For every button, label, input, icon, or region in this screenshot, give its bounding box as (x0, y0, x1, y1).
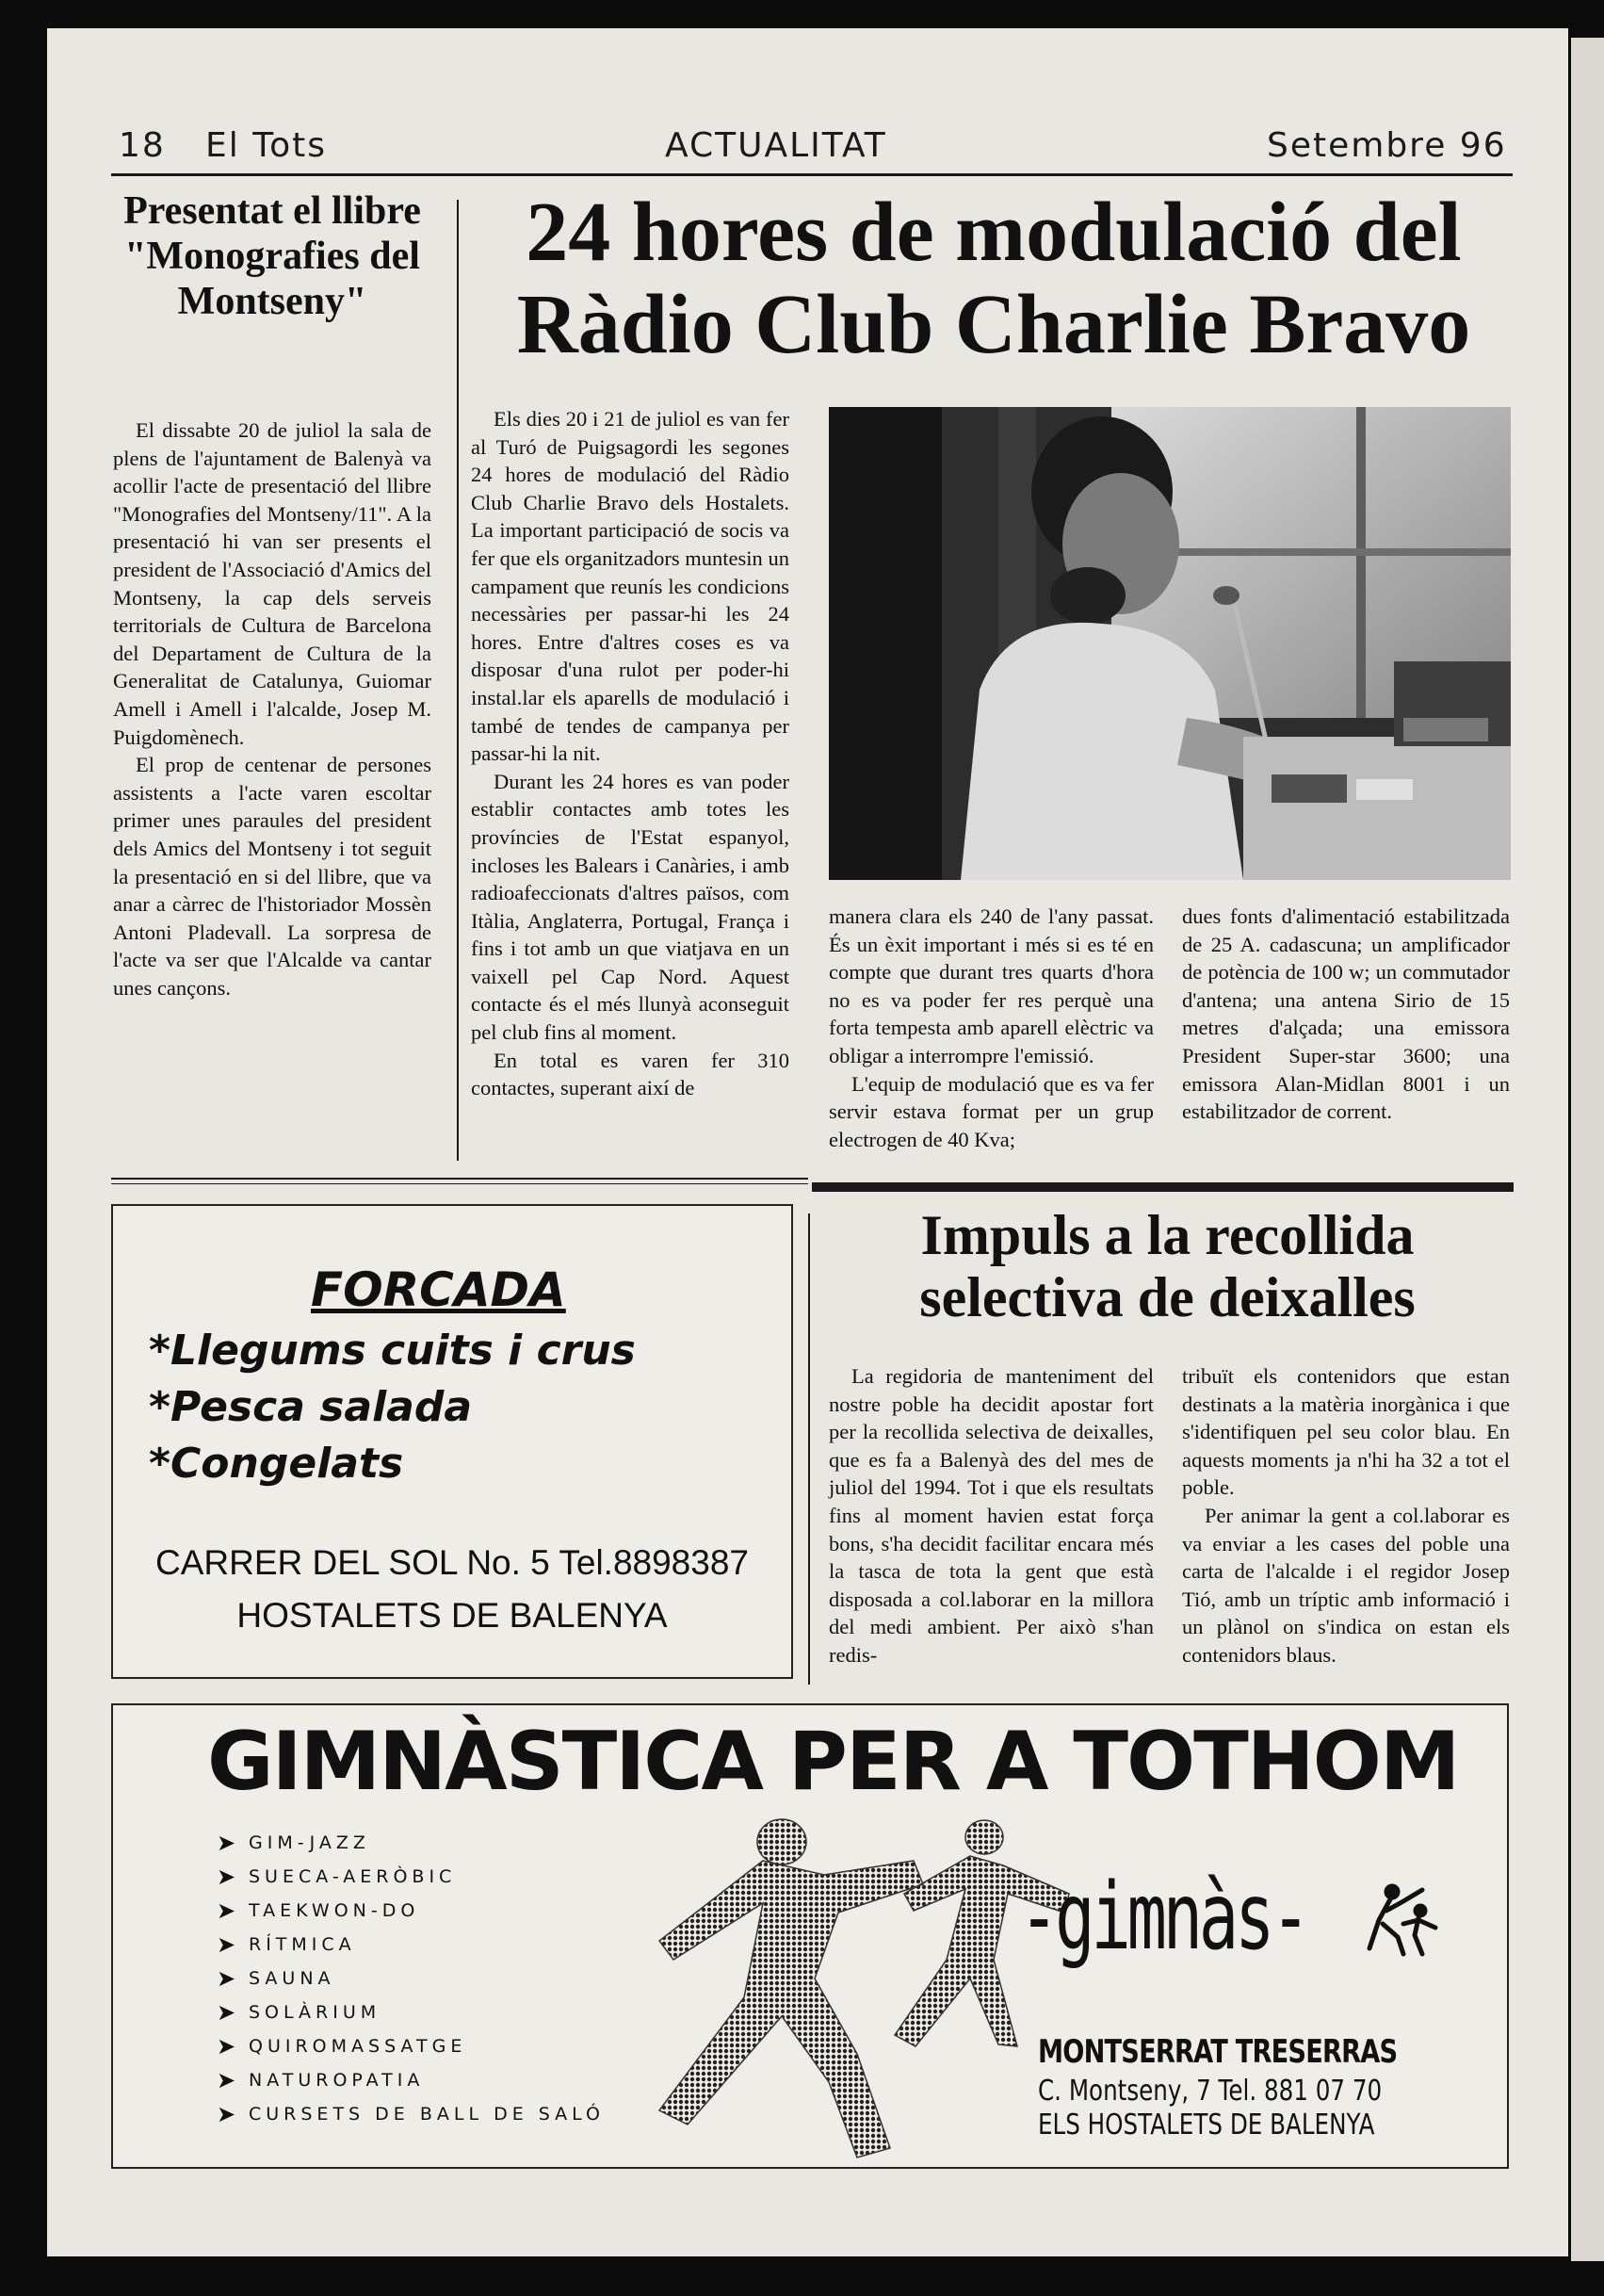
gym-service-label: TAEKWON-DO (249, 1900, 420, 1921)
gym-service (217, 2063, 605, 2097)
gym-address: C. Montseny, 7 Tel. 881 07 70 (1038, 2075, 1383, 2108)
header-rule (111, 173, 1513, 176)
arrow-icon: ➤ (217, 1897, 236, 1924)
gym-headline: GIMNÀSTICA PER A TOTHOM (207, 1715, 1459, 1809)
gym-service (217, 1928, 605, 1962)
arrow-icon: ➤ (217, 2101, 236, 2127)
gimnas-brand: -gimnàs- (1019, 1864, 1307, 1971)
gym-service-label: QUIROMASSATGE (249, 2036, 467, 2057)
gym-services-list (217, 1826, 605, 2131)
arrow-icon: ➤ (217, 2067, 236, 2093)
arrow-icon: ➤ (217, 1965, 236, 1992)
forcada-name: FORCADA (311, 1262, 566, 1317)
forcada-address: CARRER DEL SOL No. 5 Tel.8898387 (154, 1543, 749, 1582)
dancers-logo-icon (1366, 1882, 1441, 1958)
publication-name: El Tots (205, 126, 327, 165)
gym-service-label: RÍTMICA (249, 1934, 356, 1955)
main-article-paragraph: L'equip de modulació que es va fer servir estava format per un grup electrogen de 40 Kva; (829, 1071, 1154, 1151)
column-divider (808, 1213, 810, 1685)
gym-service (217, 2097, 605, 2131)
impuls-paragraph: Per animar la gent a col.laborar es va enviar a les cases del poble una carta de l'alcalde i el regidor Josep Tió, amb un tríptic amb informació i un plànol on s'indica on estan els contenidors blaus. (1182, 1503, 1510, 1667)
main-article-paragraph: Els dies 20 i 21 de juliol es van fer al Turó de Puigsagordi les segones 24 hores de modulació del Ràdio Club Charlie Bravo dels Hostalets. La important participació de socis va fer que els organitzadors muntesin un campament que reunís les condicions necessàries per passar-hi les 24 hores. Entre d'altres coses es va disposar d'una rulot per poder-hi instal.lar els aparells de modulació i també de tendes de campanya per passar-hi la nit. (471, 407, 789, 766)
impuls-column-2 (1182, 1362, 1510, 1669)
main-article-column-1 (471, 405, 789, 1102)
gym-service-label: NATUROPATIA (249, 2070, 425, 2091)
main-article-paragraph: dues fonts d'alimentació estabilitzada de 25 A. cadascuna; un amplificador de potència de 100 w; un commutador d'antena; una antena Sirio de 15 metres d'alçada; una emissora President Super-star 3600; una emissora Alan-Midlan 8001 i un estabilitzador de corrent. (1182, 904, 1510, 1124)
arrow-icon: ➤ (217, 1999, 236, 2026)
gym-service (217, 1860, 605, 1894)
forcada-ad (111, 1204, 793, 1679)
arrow-icon: ➤ (217, 2033, 236, 2060)
gym-service-label: SAUNA (249, 1968, 335, 1989)
main-article-paragraph: Durant les 24 hores es van poder establir contactes amb totes les províncies de l'Estat espanyol, incloses les Balears i Canàries, i amb radioafeccionats d'altres països, com Itàlia, Anglaterra, Portugal, França i fins i tot amb un que viatjava en un vaixell pel Cap Nord. Aquest contacte és el més llunyà aconseguit pel club fins al moment. (471, 769, 789, 1045)
next-page-edge (1571, 38, 1604, 2261)
gym-service (217, 1826, 605, 1860)
issue-date: Setembre 96 (1267, 126, 1507, 165)
left-article-body (113, 416, 431, 1001)
radio-operator-photo (829, 407, 1511, 880)
arrow-icon: ➤ (217, 1864, 236, 1890)
gym-service (217, 1962, 605, 1995)
main-article-paragraph: manera clara els 240 de l'any passat. És un èxit important i més si es té en compte que durant tres quarts d'hora no es va poder fer res perquè una forta tempesta amb aparell elèctric va obligar a interrompre l'emissió. (829, 904, 1154, 1067)
left-article-paragraph: El dissabte 20 de juliol la sala de plens de l'ajuntament de Balenyà va acollir l'acte de presentació del llibre "Monografies del Montseny/11". A la presentació hi van ser presents el president de l'Associació d'Amics del Montseny, la cap dels serveis territorials de Cultura de Barcelona del Departament de Cultura de la Generalitat de Catalunya, Guiomar Amell i Amell i l'alcalde, Josep M. Puigdomènech. (113, 418, 431, 749)
forcada-item: *Llegums cuits i crus (149, 1327, 636, 1375)
gym-service (217, 2029, 605, 2063)
impuls-title-line1: Impuls a la recollida (920, 1204, 1415, 1266)
gym-service-label: SUECA-AERÒBIC (249, 1866, 457, 1887)
impuls-title-line2: selectiva de deixalles (919, 1266, 1416, 1328)
gym-service (217, 1995, 605, 2029)
main-article-column-3 (1182, 903, 1510, 1126)
gym-owner: MONTSERRAT TRESERRAS (1038, 2033, 1398, 2071)
arrow-icon: ➤ (217, 1931, 236, 1958)
impuls-column-1 (829, 1362, 1154, 1669)
column-divider (457, 200, 459, 1161)
gym-ad (111, 1703, 1509, 2169)
gym-service (217, 1894, 605, 1928)
section-rule (111, 1183, 808, 1184)
left-article-title: Presentat el llibre "Monografies del Montseny" (123, 189, 421, 323)
gym-town: ELS HOSTALETS DE BALENYA (1038, 2109, 1375, 2141)
main-article-column-2 (829, 903, 1154, 1153)
main-article-title-line2: Ràdio Club Charlie Bravo (516, 278, 1471, 371)
main-article-title-line1: 24 hores de modulació del (526, 186, 1462, 279)
impuls-paragraph: La regidoria de manteniment del nostre poble ha decidit apostar fort per la recollida selectiva de deixalles, que es fa a Balenyà des del mes de juliol del 1994. Tot i que els resultats fins al moment havien estat força bons, s'ha decidit facilitar encara més la tasca de tota la gent que està disposada a col.laborar en la millora del medi ambient. Per això s'han redis- (829, 1364, 1154, 1667)
impuls-paragraph: tribuït els contenidors que estan destinats a la matèria inorgànica i que s'identifiquen pel seu color blau. En aquests moments ja n'hi ha 32 a tot el poble. (1182, 1364, 1510, 1500)
forcada-town: HOSTALETS DE BALENYA (236, 1596, 668, 1635)
section-title: ACTUALITAT (665, 126, 887, 165)
gym-service-label: CURSETS DE BALL DE SALÓ (249, 2104, 606, 2125)
gym-service-label: SOLÀRIUM (249, 2002, 381, 2023)
section-rule (111, 1178, 808, 1180)
gym-service-label: GIM-JAZZ (249, 1832, 370, 1853)
forcada-item: *Congelats (149, 1440, 404, 1488)
main-article-paragraph: En total es varen fer 310 contactes, superant així de (471, 1048, 789, 1100)
arrow-icon: ➤ (217, 1830, 236, 1856)
page-number: 18 (119, 126, 166, 165)
forcada-item: *Pesca salada (149, 1383, 473, 1431)
left-article-paragraph: El prop de centenar de persones assistents a l'acte varen escoltar primer unes paraules del president dels Amics del Montseny i tot seguit la presentació en si del llibre, que va anar a càrrec de l'historiador Mossèn Antoni Pladevall. La sorpresa de l'acte va ser que l'Alcalde va cantar unes cançons. (113, 753, 431, 1000)
section-rule-thick (812, 1182, 1514, 1192)
